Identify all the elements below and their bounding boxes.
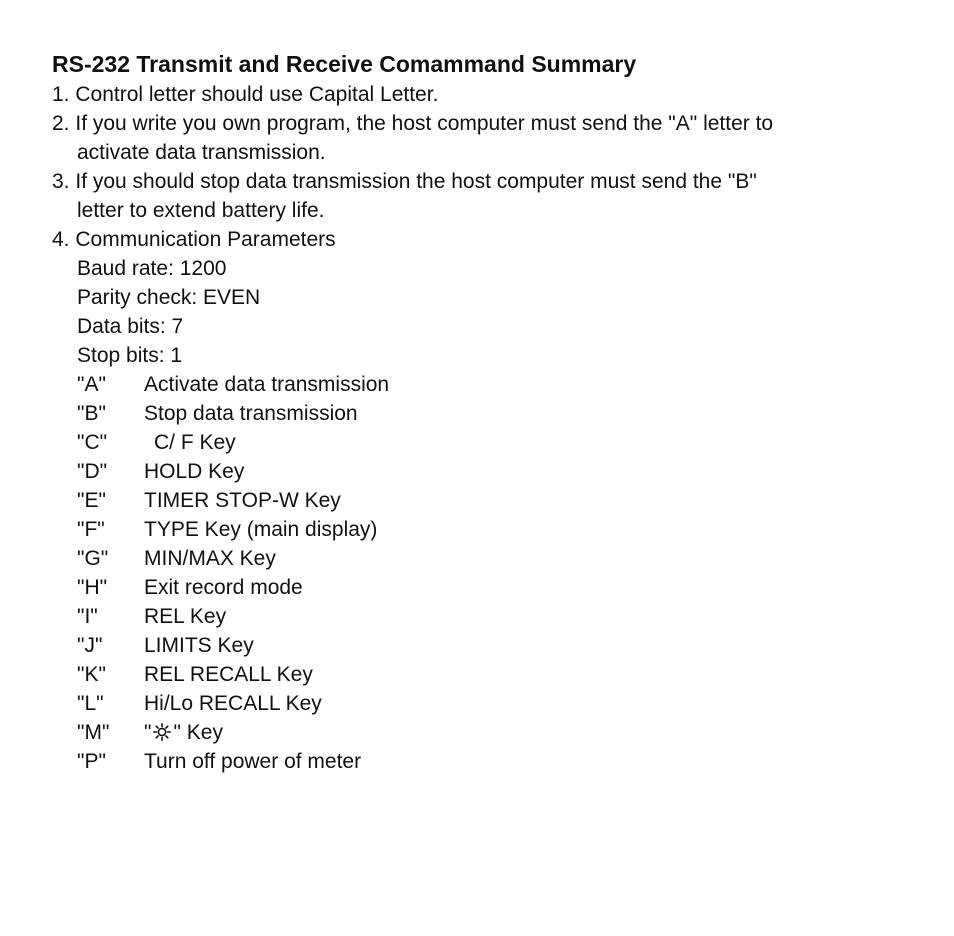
command-row-i [77, 602, 932, 631]
command-row-k [77, 660, 932, 689]
quote-close-key: " Key [173, 721, 223, 744]
command-key: "J" [77, 634, 103, 657]
item-text: Control letter should use Capital Letter. [75, 83, 439, 106]
command-row-e [77, 486, 932, 515]
command-description: Activate data transmission [144, 373, 390, 396]
command-row-c [77, 428, 932, 457]
command-description: REL Key [144, 605, 227, 628]
command-description: Hi/Lo RECALL Key [144, 692, 322, 715]
command-description: HOLD Key [144, 460, 245, 483]
command-description: TIMER STOP-W Key [144, 489, 341, 512]
command-row-p [77, 747, 932, 776]
command-description: MIN/MAX Key [144, 547, 276, 570]
command-description: Stop data transmission [144, 402, 358, 425]
list-item-4 [52, 225, 932, 254]
item-number: 3. [52, 170, 70, 193]
command-key: "I" [77, 605, 98, 628]
item-text: If you should stop data transmission the host computer must send the "B" [75, 170, 757, 193]
command-description [144, 718, 932, 747]
item-number: 1. [52, 83, 70, 106]
command-key: "M" [77, 721, 110, 744]
command-description: REL RECALL Key [144, 663, 313, 686]
item-text-continued: activate data transmission. [77, 141, 326, 164]
item-number: 2. [52, 112, 70, 135]
backlight-sun-icon [153, 720, 171, 738]
document-page [52, 48, 932, 776]
item-number: 4. [52, 228, 70, 251]
command-key: "C" [77, 431, 108, 454]
command-description: C/ F Key [154, 431, 236, 454]
command-row-l [77, 689, 932, 718]
quote-open: " [144, 721, 152, 744]
communication-parameters [52, 254, 932, 776]
command-key: "L" [77, 692, 104, 715]
list-item-1 [52, 80, 932, 109]
list-item-2 [52, 109, 932, 167]
command-key: "F" [77, 518, 105, 541]
document-title: RS-232 Transmit and Receive Comammand Summary [52, 51, 637, 77]
param-baud-rate: Baud rate: 1200 [77, 257, 227, 280]
command-row-f [77, 515, 932, 544]
command-key: "A" [77, 373, 106, 396]
command-description: Turn off power of meter [144, 750, 362, 773]
command-key: "D" [77, 460, 108, 483]
command-key: "B" [77, 402, 106, 425]
command-row-a [77, 370, 932, 399]
command-description: Exit record mode [144, 576, 303, 599]
command-key: "K" [77, 663, 106, 686]
command-key: "G" [77, 547, 109, 570]
list-item-3 [52, 167, 932, 225]
param-data-bits: Data bits: 7 [77, 315, 184, 338]
command-key: "E" [77, 489, 106, 512]
command-description: TYPE Key (main display) [144, 518, 378, 541]
command-key: "H" [77, 576, 108, 599]
param-parity-check: Parity check: EVEN [77, 286, 261, 309]
command-row-j [77, 631, 932, 660]
param-stop-bits: Stop bits: 1 [77, 344, 183, 367]
item-text: If you write you own program, the host computer must send the "A" letter to [75, 112, 774, 135]
command-row-m [77, 718, 932, 747]
command-row-b [77, 399, 932, 428]
item-text: Communication Parameters [75, 228, 336, 251]
command-key: "P" [77, 750, 106, 773]
command-row-h [77, 573, 932, 602]
command-description: LIMITS Key [144, 634, 254, 657]
command-row-g [77, 544, 932, 573]
item-text-continued: letter to extend battery life. [77, 199, 325, 222]
command-row-d [77, 457, 932, 486]
